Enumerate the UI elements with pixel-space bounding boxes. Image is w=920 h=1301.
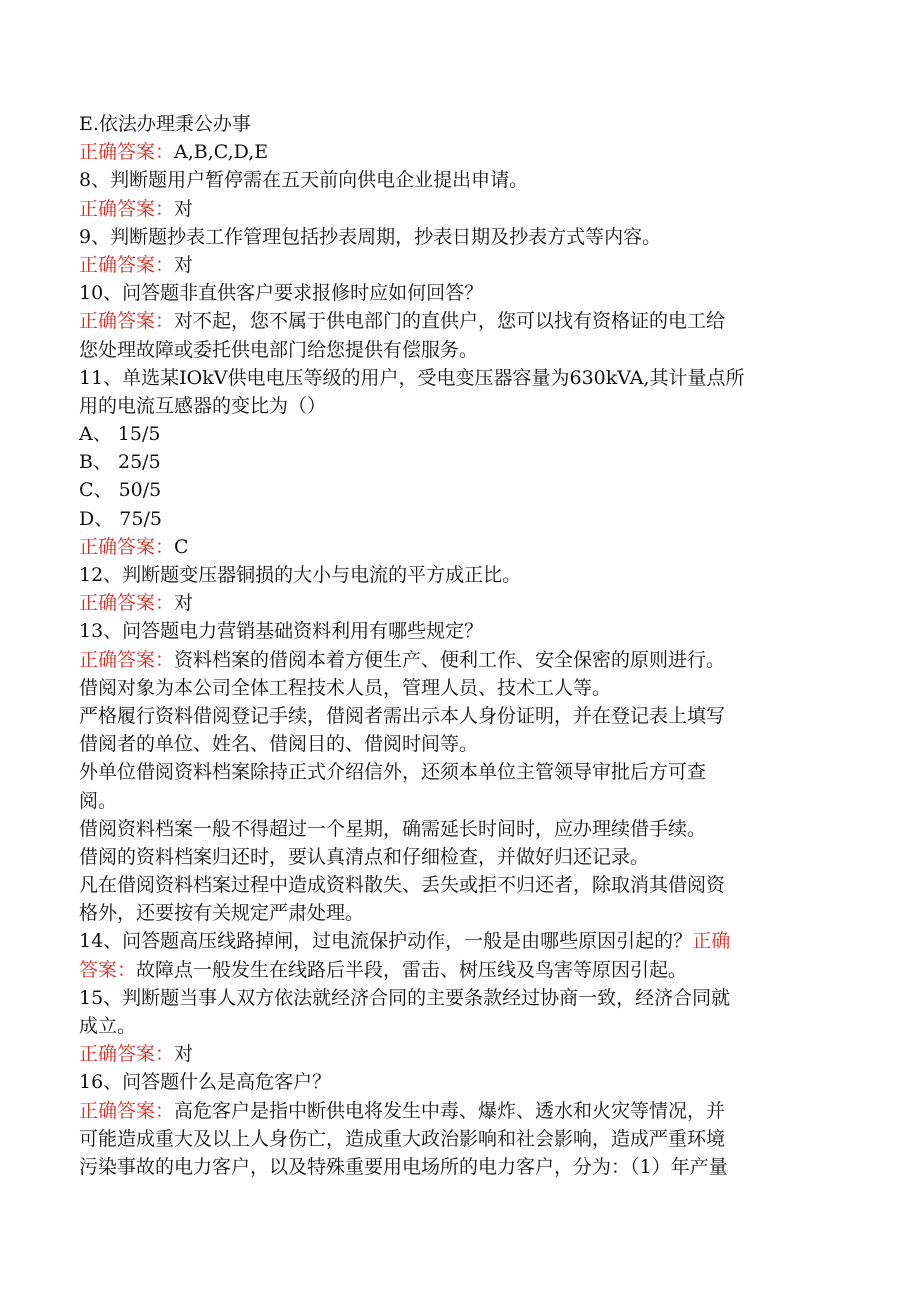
- answer-value: 对不起，您不属于供电部门的直供户，您可以找有资格证的电工给: [174, 310, 726, 333]
- question-9: 9、判断题抄表工作管理包括抄表周期，抄表日期及抄表方式等内容。: [79, 225, 662, 248]
- question-14: [79, 927, 829, 955]
- answer-line: [79, 1040, 829, 1068]
- answer-label: 正确答案：: [79, 253, 175, 276]
- answer-continuation: 借阅者的单位、姓名、借阅目的、借阅时间等。: [79, 733, 479, 756]
- answer-continuation: 凡在借阅资料档案过程中造成资料散失、丢失或拒不归还者，除取消其借阅资: [79, 874, 726, 897]
- question-12: 12、判断题变压器铜损的大小与电流的平方成正比。: [79, 564, 522, 586]
- answer-value: 对: [174, 197, 194, 220]
- answer-continuation: 借阅对象为本公司全体工程技术人员，管理人员、技术工人等。: [79, 676, 612, 699]
- answer-continuation: 污染事故的电力客户，以及特殊重要用电场所的电力客户，分为：（1）年产量: [79, 1155, 728, 1178]
- answer-continuation: 格外，还要按有关规定严肃处理。: [79, 902, 365, 925]
- answer-value: C: [174, 535, 189, 558]
- answer-value: 资料档案的借阅本着方便生产、便利工作、安全保密的原则进行。: [174, 648, 726, 671]
- question-15: 15、判断题当事人双方依法就经济合同的主要条款经过协商一致，经济合同就: [79, 986, 731, 1009]
- option-a: A、 15/5: [79, 423, 161, 446]
- question-16: 16、问答题什么是高危客户？: [79, 1071, 332, 1094]
- question-10: 10、问答题非直供客户要求报修时应如何回答？: [79, 282, 484, 305]
- answer-label: 正确答案：: [79, 310, 175, 333]
- question-15-continuation: 成立。: [79, 1015, 137, 1037]
- answer-value: A,B,C,D,E: [174, 141, 269, 164]
- question-text: 14、问答题高压线路掉闸，过电流保护动作，一般是由哪些原因引起的？: [79, 930, 693, 953]
- answer-label: 正确答案：: [79, 1043, 175, 1066]
- answer-line: [79, 1097, 829, 1125]
- answer-line: [79, 307, 829, 335]
- answer-continuation: 严格履行资料借阅登记手续，借阅者需出示本人身份证明，并在登记表上填写: [79, 704, 726, 727]
- answer-value: 对: [174, 253, 194, 276]
- question-11: 11、单选某IOkV供电电压等级的用户，受电变压器容量为630kVA,其计量点所: [79, 366, 745, 389]
- answer-value: 对: [174, 592, 194, 615]
- answer-continuation: 您处理故障或委托供电部门给您提供有偿服务。: [79, 338, 479, 361]
- answer-label: 正确答案：: [79, 1099, 175, 1122]
- answer-label: 正确答案：: [79, 141, 175, 164]
- answer-continuation: 外单位借阅资料档案除持正式介绍信外，还须本单位主管领导审批后方可查: [79, 761, 707, 784]
- answer-label: 正确答案：: [79, 535, 175, 558]
- answer-line: [79, 195, 829, 223]
- answer-label-part: 正确: [692, 930, 731, 953]
- answer-label-part: 答案：: [79, 958, 137, 981]
- answer-continuation: 借阅资料档案一般不得超过一个星期，确需延长时间时，应办理续借手续。: [79, 817, 707, 840]
- option-d: D、 75/5: [79, 507, 162, 530]
- option-c: C、 50/5: [79, 479, 162, 502]
- answer-continuation: 借阅的资料档案归还时，要认真清点和仔细检查，并做好归还记录。: [79, 845, 650, 868]
- answer-line: [79, 138, 829, 166]
- answer-line: [79, 589, 829, 617]
- answer-line: [79, 646, 829, 674]
- answer-line: [79, 251, 829, 279]
- answer-label: 正确答案：: [79, 648, 175, 671]
- answer-line: [79, 956, 829, 984]
- question-11-continuation: 用的电流互感器的变比为（）: [79, 394, 327, 417]
- answer-continuation: 阅。: [79, 789, 118, 812]
- document-body: [79, 110, 829, 1181]
- option-line: E.依法办理秉公办事: [79, 113, 251, 135]
- answer-value: 高危客户是指中断供电将发生中毒、爆炸、透水和火灾等情况，并: [174, 1099, 726, 1122]
- answer-label: 正确答案：: [79, 592, 175, 615]
- answer-value: 故障点一般发生在线路后半段，雷击、树压线及鸟害等原因引起。: [136, 958, 688, 981]
- answer-line: [79, 533, 829, 561]
- answer-label: 正确答案：: [79, 197, 175, 220]
- question-13: 13、问答题电力营销基础资料利用有哪些规定？: [79, 620, 484, 643]
- option-b: B、 25/5: [79, 451, 161, 474]
- question-8: 8、判断题用户暂停需在五天前向供电企业提出申请。: [79, 169, 529, 192]
- answer-continuation: 可能造成重大及以上人身伤亡，造成重大政治影响和社会影响，造成严重环境: [79, 1127, 726, 1150]
- answer-value: 对: [174, 1043, 194, 1066]
